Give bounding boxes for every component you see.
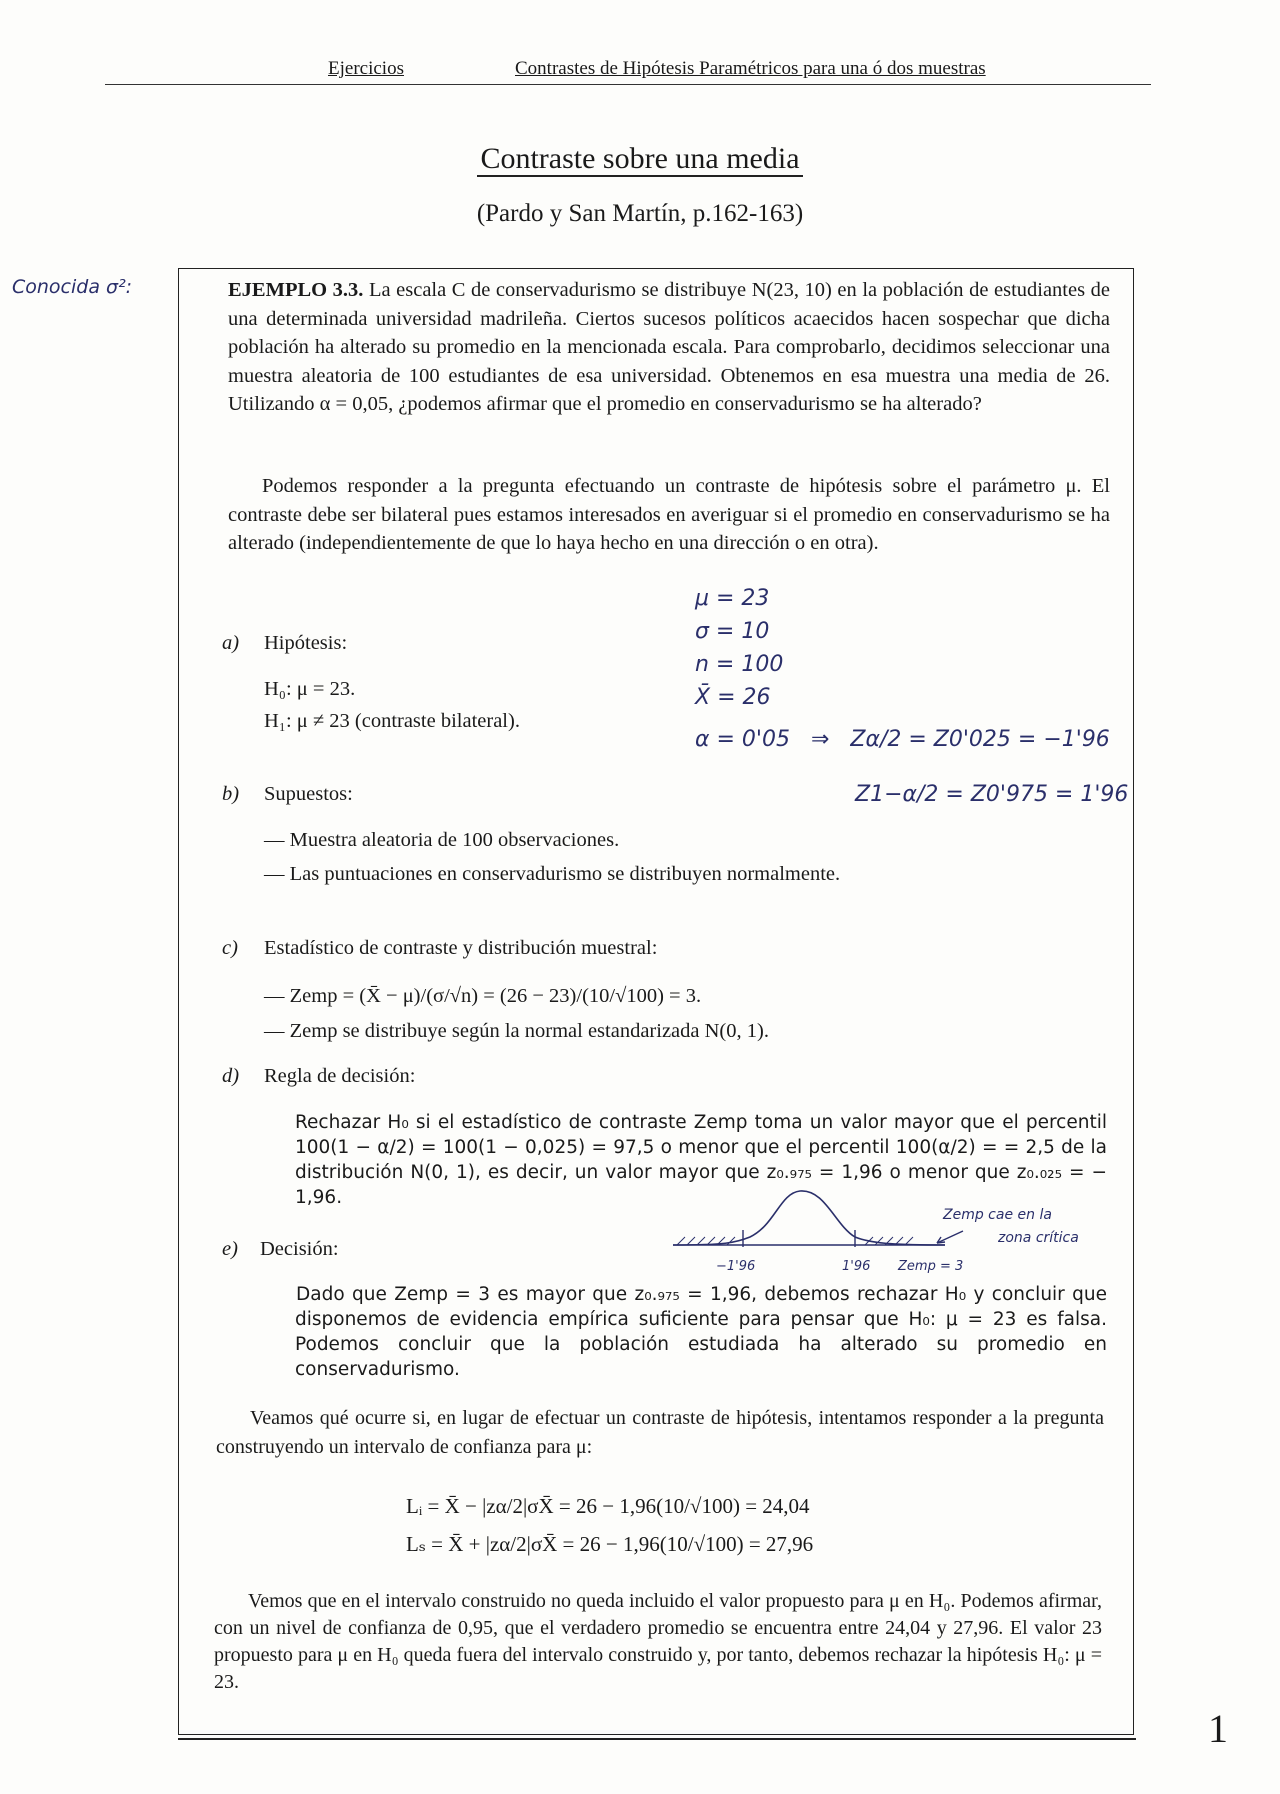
- ci-upper-formula: Lₛ = X̄ + |zα/2|σX̄ = 26 − 1,96(10/√100) = 27,96: [406, 1532, 814, 1556]
- example-intro: [228, 276, 1110, 419]
- hw-z-upper: Z1−α/2 = Z0'975 = 1'96: [855, 782, 1129, 807]
- statistic-formula: — Zemp = (X̄ − μ)/(σ/√n) = (26 − 23)/(10/√100) = 3.: [264, 985, 702, 1007]
- decision-body: Dado que Zemp = 3 es mayor que z₀.₉₇₅ = 1,96, debemos rechazar H₀ y concluir que disponemos de evidencia empírica suficiente para pensar que H₀: μ = 23 es falsa. Podemos concluir que la población estudiada ha alterado su promedio en conservadurismo.: [295, 1284, 1107, 1380]
- hw-n: n = 100: [695, 652, 784, 677]
- hypothesis-h0: H₀: μ = 23.: [264, 678, 356, 700]
- ci-conclusion: Vemos que en el intervalo construido no queda incluido el valor propuesto para μ en H₀. Podemos afirmar, con un nivel de confianza de 0,95, que el verdadero promedio se encuentra entre 24,04 y 27,96. El valor 23 propuesto para μ en H₀ queda fuera del intervalo construido y, por tanto, debemos rechazar la hipótesis H₀: μ = 23.: [214, 1590, 1102, 1693]
- ci-lower-formula: Lᵢ = X̄ − |zα/2|σX̄ = 26 − 1,96(10/√100) = 24,04: [406, 1494, 810, 1518]
- page-number: 1: [1208, 1706, 1228, 1751]
- hw-tick-neg: −1'96: [716, 1259, 756, 1274]
- hw-tick-emp: Zemp = 3: [898, 1259, 964, 1274]
- page-title-text: Contraste sobre una media: [477, 142, 802, 177]
- header-left: Ejercicios: [328, 58, 404, 79]
- section-d-title: Regla de decisión:: [264, 1065, 416, 1087]
- section-c-label: c): [222, 937, 238, 959]
- hypothesis-h1: H₁: μ ≠ 23 (contraste bilateral).: [264, 710, 520, 732]
- section-b-label: b): [222, 783, 240, 805]
- section-e-title: Decisión:: [260, 1238, 339, 1260]
- section-a-title: Hipótesis:: [264, 632, 348, 654]
- hw-z-lower: Zα/2 = Z0'025 = −1'96: [850, 727, 1110, 752]
- example-label: EJEMPLO 3.3.: [228, 279, 364, 301]
- header-right: Contrastes de Hipótesis Paramétricos para una ó dos muestras: [515, 58, 986, 79]
- section-b-title: Supuestos:: [264, 783, 353, 805]
- hw-mu: μ = 23: [695, 586, 770, 611]
- section-c-title: Estadístico de contraste y distribución muestral:: [264, 937, 658, 959]
- page-title: [0, 142, 1280, 176]
- handwritten-data: [695, 582, 783, 714]
- page-subtitle: (Pardo y San Martín, p.162-163): [476, 200, 804, 227]
- hw-alpha: α = 0'05: [695, 727, 790, 752]
- frame-bottom-rule: [178, 1738, 1136, 1740]
- hw-curve-note-1: Zemp cae en la: [943, 1207, 1052, 1223]
- statistic-distribution: — Zemp se distribuye según la normal estandarizada N(0, 1).: [264, 1020, 769, 1042]
- section-d-label: d): [222, 1065, 240, 1087]
- margin-note: Conocida σ²:: [12, 276, 133, 298]
- section-e-label: e): [222, 1238, 238, 1260]
- hw-xbar: X̄ = 26: [695, 685, 771, 710]
- decision-text: [295, 1282, 1107, 1382]
- hw-alpha-line: [695, 727, 1110, 752]
- hw-curve-note-2: zona crítica: [998, 1230, 1079, 1246]
- example-intro-text: La escala C de conservadurismo se distribuye N(23, 10) en la población de estudiantes de una determinada universidad madrileña. Ciertos sucesos políticos acaecidos hacen sospechar que dicha población ha alterado su promedio en la mencionada escala. Para comprobarlo, decidimos seleccionar una muestra aleatoria de 100 estudiantes de esa universidad. Obtenemos en esa muestra una media de 26. Utilizando α = 0,05, ¿podemos afirmar que el promedio en conservadurismo se ha alterado?: [228, 279, 1110, 415]
- hw-tick-pos: 1'96: [842, 1259, 871, 1274]
- section-a-label: a): [222, 632, 240, 654]
- hw-sigma: σ = 10: [695, 619, 770, 644]
- header-rule: [105, 84, 1151, 85]
- assumption-2: — Las puntuaciones en conservadurismo se distribuyen normalmente.: [264, 863, 841, 885]
- hw-arrow-icon: ⇒: [810, 727, 830, 752]
- ci-intro: Veamos qué ocurre si, en lugar de efectuar un contraste de hipótesis, intentamos responder a la pregunta construyendo un intervalo de confianza para μ:: [216, 1407, 1104, 1458]
- assumption-1: — Muestra aleatoria de 100 observaciones.: [264, 829, 620, 851]
- decision-rule-body: Rechazar H₀ si el estadístico de contraste Zemp toma un valor mayor que el percentil 100(1 − α/2) = 100(1 − 0,025) = 97,5 o menor que el percentil 100(α/2) = = 2,5 de la distribución N(0, 1), es decir, un valor mayor que z₀.₉₇₅ = 1,96 o menor que z₀.₀₂₅ = − 1,96.: [295, 1112, 1107, 1208]
- example-para2: Podemos responder a la pregunta efectuando un contraste de hipótesis sobre el parámetro μ. El contraste debe ser bilateral pues estamos interesados en averiguar si el promedio en conservadurismo se ha alterado (independientemente de que lo haya hecho en una dirección o en otra).: [228, 475, 1110, 554]
